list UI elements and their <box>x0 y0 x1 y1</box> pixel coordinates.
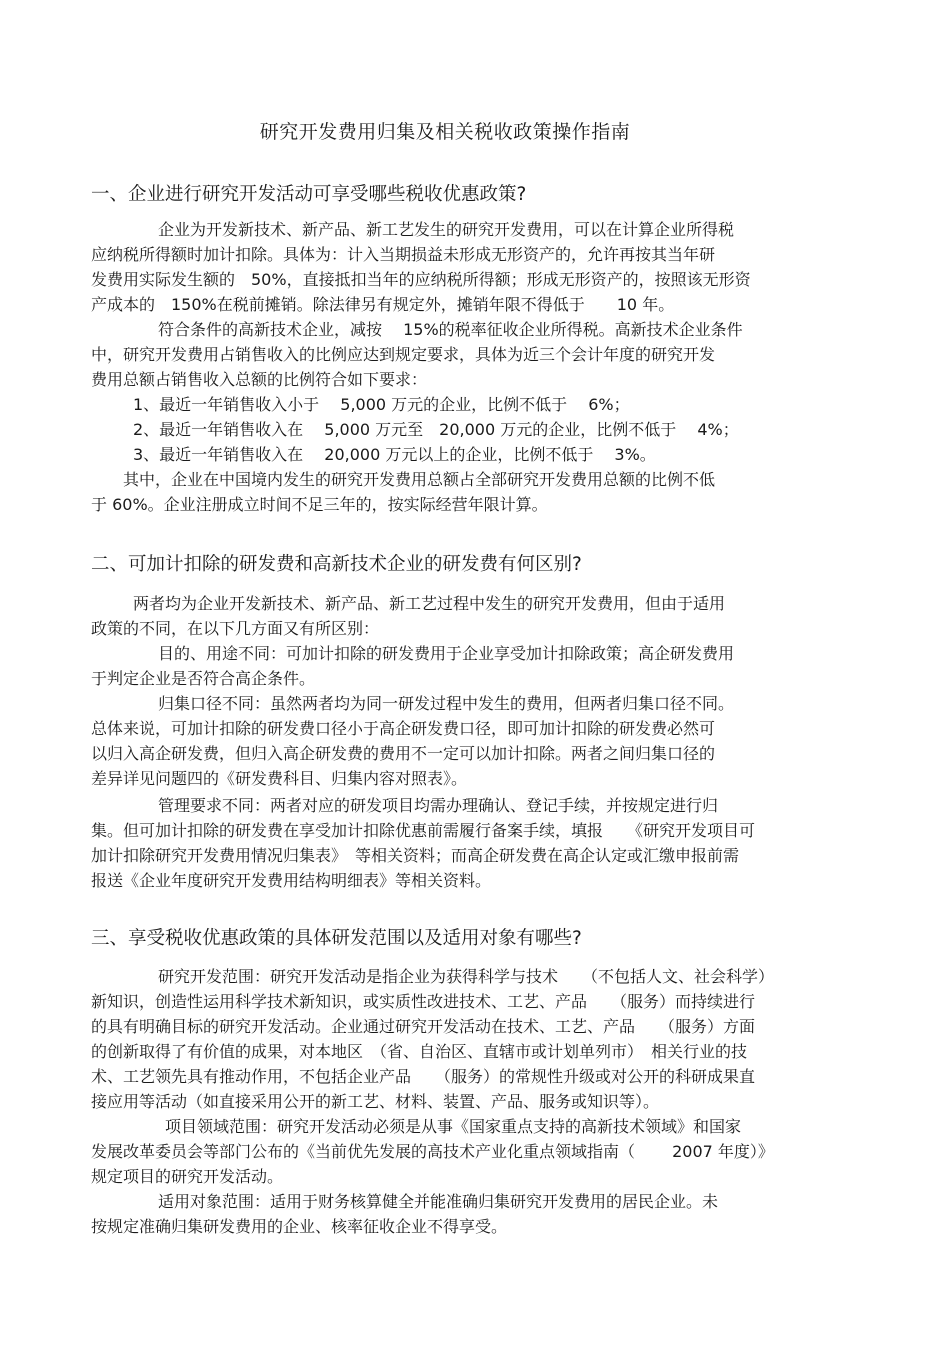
section-3-heading: 三、享受税收优惠政策的具体研发范围以及适用对象有哪些? <box>91 928 582 949</box>
section-2-line: 目的、用途不同：可加计扣除的研发费用于企业享受加计扣除政策；高企研发费用 <box>158 644 735 663</box>
section-2-line: 总体来说，可加计扣除的研发费口径小于高企研发费口径，即可加计扣除的研发费必然可 <box>91 719 716 738</box>
section-1-line: 于 60%。企业注册成立时间不足三年的，按实际经营年限计算。 <box>91 495 548 514</box>
section-2-line: 政策的不同，在以下几方面又有所区别： <box>91 619 380 638</box>
section-3-line: 新知识，创造性运用科学技术新知识，或实质性改进技术、工艺、产品 （服务）而持续进行 <box>91 992 756 1011</box>
section-1-line: 1、最近一年销售收入小于 5,000 万元的企业，比例不低于 6%； <box>133 395 630 414</box>
section-2-line: 两者均为企业开发新技术、新产品、新工艺过程中发生的研究开发费用，但由于适用 <box>133 594 726 613</box>
section-1-line: 2、最近一年销售收入在 5,000 万元至 20,000 万元的企业，比例不低于 4%； <box>133 420 739 439</box>
section-2-line: 集。但可加计扣除的研发费在享受加计扣除优惠前需履行备案手续，填报 《研究开发项目可 <box>91 821 756 840</box>
section-1-line: 企业为开发新技术、新产品、新工艺发生的研究开发费用，可以在计算企业所得税 <box>158 220 735 239</box>
section-1-line: 符合条件的高新技术企业，减按 15%的税率征收企业所得税。高新技术企业条件 <box>158 320 743 339</box>
section-2-line: 差异详见问题四的《研发费科目、归集内容对照表》。 <box>91 769 468 788</box>
section-1-line: 其中，企业在中国境内发生的研究开发费用总额占全部研究开发费用总额的比例不低 <box>123 470 716 489</box>
section-3-line: 项目领域范围：研究开发活动必须是从事《国家重点支持的高新技术领域》和国家 <box>165 1117 742 1136</box>
section-3-line: 的具有明确目标的研究开发活动。企业通过研究开发活动在技术、工艺、产品 （服务）方面 <box>91 1017 756 1036</box>
document-title: 研究开发费用归集及相关税收政策操作指南 <box>259 121 631 143</box>
section-1-line: 应纳税所得额时加计扣除。具体为：计入当期损益未形成无形资产的，允许再按其当年研 <box>91 245 716 264</box>
section-2-line: 管理要求不同：两者对应的研发项目均需办理确认、登记手续，并按规定进行归 <box>158 796 719 815</box>
section-1-line: 发费用实际发生额的 50%，直接抵扣当年的应纳税所得额；形成无形资产的，按照该无形资 <box>91 270 751 289</box>
section-2-line: 归集口径不同：虽然两者均为同一研发过程中发生的费用，但两者归集口径不同。 <box>158 694 735 713</box>
section-1-line: 费用总额占销售收入总额的比例符合如下要求： <box>91 370 428 389</box>
section-1-line: 产成本的 150%在税前摊销。除法律另有规定外，摊销年限不得低于 10 年。 <box>91 295 675 314</box>
section-3-line: 术、工艺领先具有推动作用，不包括企业产品 （服务）的常规性升级或对公开的科研成果直 <box>91 1067 756 1086</box>
section-1-heading: 一、企业进行研究开发活动可享受哪些税收优惠政策? <box>91 184 527 205</box>
section-3-line: 接应用等活动（如直接采用公开的新工艺、材料、装置、产品、服务或知识等）。 <box>91 1092 660 1111</box>
section-3-line: 研究开发范围：研究开发活动是指企业为获得科学与技术 （不包括人文、社会科学） <box>158 967 775 986</box>
section-3-line: 规定项目的研究开发活动。 <box>91 1167 284 1186</box>
section-3-line: 发展改革委员会等部门公布的《当前优先发展的高技术产业化重点领域指南（ 2007 年度）》 <box>91 1142 774 1161</box>
section-2-line: 以归入高企研发费，但归入高企研发费的费用不一定可以加计扣除。两者之间归集口径的 <box>91 744 716 763</box>
section-3-line: 的创新取得了有价值的成果，对本地区 （省、自治区、直辖市或计划单列市） 相关行业的技 <box>91 1042 748 1061</box>
section-3-line: 适用对象范围：适用于财务核算健全并能准确归集研究开发费用的居民企业。未 <box>158 1192 719 1211</box>
section-1-line: 中，研究开发费用占销售收入的比例应达到规定要求，具体为近三个会计年度的研究开发 <box>91 345 716 364</box>
section-2-line: 加计扣除研究开发费用情况归集表》 等相关资料；而高企研发费在高企认定或汇缴申报前需 <box>91 846 740 865</box>
section-1-line: 3、最近一年销售收入在 20,000 万元以上的企业，比例不低于 3%。 <box>133 445 656 464</box>
section-2-line: 报送《企业年度研究开发费用结构明细表》等相关资料。 <box>91 871 492 890</box>
section-2-heading: 二、可加计扣除的研发费和高新技术企业的研发费有何区别? <box>91 554 582 575</box>
section-3-line: 按规定准确归集研发费用的企业、核率征收企业不得享受。 <box>91 1217 508 1236</box>
section-2-line: 于判定企业是否符合高企条件。 <box>91 669 316 688</box>
